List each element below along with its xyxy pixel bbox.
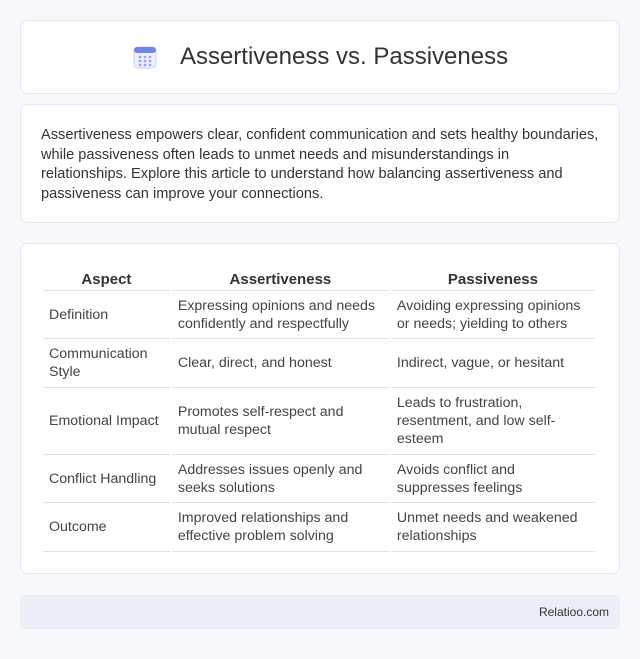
intro-text: Assertiveness empowers clear, confident communication and sets healthy boundaries, while passiveness often leads to unmet needs and misunderstandings in relationships. Explore this article to understand how balancing assertiveness and passiveness can improve your connections. bbox=[41, 127, 599, 202]
comparison-card bbox=[20, 243, 620, 574]
header-assertiveness: Assertiveness bbox=[172, 267, 389, 291]
cell-assertiveness: Addresses issues openly and seeks solutions bbox=[172, 455, 389, 503]
title-card bbox=[20, 20, 620, 94]
footer bbox=[20, 595, 620, 629]
page-title: Assertiveness vs. Passiveness bbox=[179, 43, 509, 70]
calendar-icon bbox=[132, 44, 158, 70]
cell-passiveness: Unmet needs and weakened relationships bbox=[391, 503, 595, 552]
table-row bbox=[43, 503, 595, 552]
intro-card bbox=[20, 104, 620, 223]
footer-brand-link[interactable]: Relatioo.com bbox=[538, 605, 609, 619]
cell-aspect: Conflict Handling bbox=[43, 455, 170, 503]
comparison-table bbox=[41, 267, 597, 552]
table-row bbox=[43, 455, 595, 503]
table-row bbox=[43, 291, 595, 339]
cell-passiveness: Indirect, vague, or hesitant bbox=[391, 339, 595, 388]
cell-assertiveness: Clear, direct, and honest bbox=[172, 339, 389, 388]
cell-aspect: Emotional Impact bbox=[43, 388, 170, 455]
cell-assertiveness: Expressing opinions and needs confidently and respectfully bbox=[172, 291, 389, 339]
table-header-row bbox=[43, 267, 595, 291]
header-passiveness: Passiveness bbox=[391, 267, 595, 291]
cell-passiveness: Avoiding expressing opinions or needs; yielding to others bbox=[391, 291, 595, 339]
cell-aspect: Definition bbox=[43, 291, 170, 339]
table-row bbox=[43, 339, 595, 388]
header-aspect: Aspect bbox=[43, 267, 170, 291]
cell-assertiveness: Improved relationships and effective problem solving bbox=[172, 503, 389, 552]
cell-assertiveness: Promotes self-respect and mutual respect bbox=[172, 388, 389, 455]
cell-passiveness: Leads to frustration, resentment, and low self-esteem bbox=[391, 388, 595, 455]
cell-aspect: Communication Style bbox=[43, 339, 170, 388]
cell-aspect: Outcome bbox=[43, 503, 170, 552]
cell-passiveness: Avoids conflict and suppresses feelings bbox=[391, 455, 595, 503]
table-row bbox=[43, 388, 595, 455]
